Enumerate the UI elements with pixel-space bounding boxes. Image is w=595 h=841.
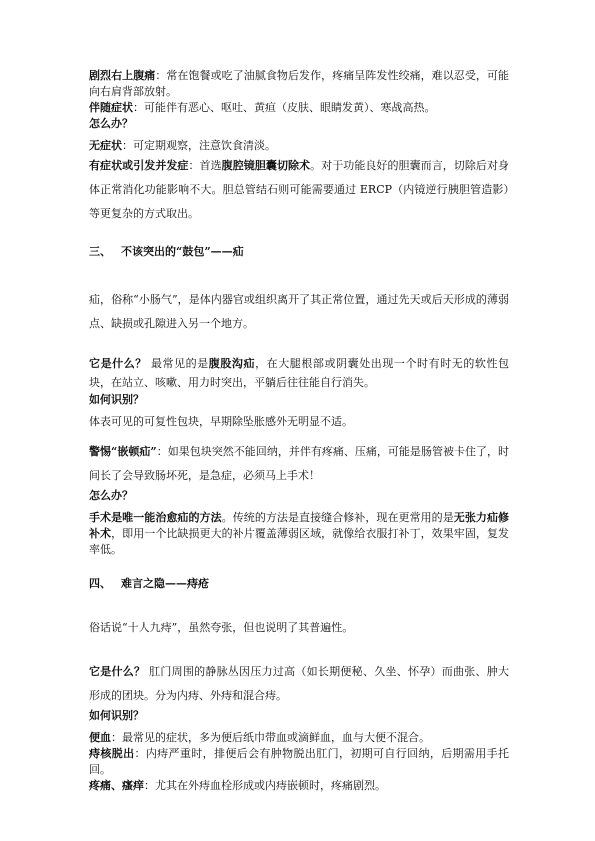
label-bleeding: 便血 [89, 731, 111, 744]
paragraph-hernia-intro: 疝，俗称“小肠气”，是体内器官或组织离开了其正常位置，通过先天或后天形成的薄弱点、缺损或孔隙进入另一个地方。 [89, 293, 509, 330]
paragraph-hemorrhoid-what [89, 660, 509, 708]
label-pain-itch: 疼痛、瘙痒 [89, 779, 144, 792]
text-with-symptoms-2: 。对于功能良好的胆囊而言，切除后对身体正常消化功能影响不大。胆总管结石则可能需要通过 ERCP（内镜逆行胰胆管造影）等更复杂的方式取出。 [89, 159, 510, 220]
section-number-3: 三、 [89, 245, 111, 258]
heading-how-identify-2: 如何识别？ [89, 709, 144, 722]
paragraph-with-symptoms [89, 154, 509, 226]
text-hemorrhoid-what: 肛门周围的静脉丛因压力过高（如长期便秘、久坐、怀孕）而曲张、肿大形成的团块。分为内痔、外痔和混合痔。 [89, 665, 510, 702]
paragraph-hernia-what [89, 354, 509, 392]
label-hemorrhoid-what: 它是什么？ [89, 665, 146, 678]
paragraph-associated-symptoms [89, 100, 509, 116]
heading-how-identify-1: 如何识别？ [89, 393, 144, 406]
paragraph-gallstone-pain [89, 68, 509, 100]
paragraph-hernia-identify: 体表可见的可复性包块，早期除坠胀感外无明显不适。 [89, 415, 353, 428]
bold-inguinal-hernia: 腹股沟疝 [208, 357, 256, 370]
document-body [89, 68, 509, 794]
paragraph-bleeding [89, 730, 509, 746]
label-with-symptoms: 有症状或引发并发症 [89, 159, 189, 172]
paragraph-incarcerated-hernia [89, 440, 509, 488]
label-no-symptoms: 无症状 [89, 139, 122, 152]
text-hernia-what-1: 最常见的是 [150, 357, 209, 370]
label-hernia-what: 它是什么？ [89, 357, 147, 370]
heading-what-to-do-2: 怎么办？ [89, 489, 133, 502]
text-pain-itch: ：尤其在外痔血栓形成或内痔嵌顿时，疼痛剧烈。 [144, 779, 386, 792]
section-heading-hernia [89, 244, 509, 260]
text-incarcerated-hernia: ：如果包块突然不能回纳，并伴有疼痛、压痛，可能是肠管被卡住了，时间长了会导致肠坏死，是急症，必须马上手术！ [89, 445, 510, 482]
text-with-symptoms-1: ：首选 [188, 159, 222, 172]
label-associated-symptoms: 伴随症状 [89, 101, 133, 114]
text-no-symptoms: ：可定期观察，注意饮食清淡。 [122, 139, 276, 152]
text-bleeding: ：最常见的症状，多为便后纸巾带血或滴鲜血，血与大便不混合。 [111, 731, 430, 744]
text-hernia-what-2: ，在大腿根部或阴囊处出现一个时有时无的软性包块，在站立、咳嗽、用力时突出，平躺后往往能自行消失。 [89, 357, 510, 389]
paragraph-prolapse [89, 746, 509, 778]
section-title-hernia: 不该突出的“鼓包”——疝 [121, 245, 244, 258]
text-surgery-2: ，即用一个比缺损更大的补片覆盖薄弱区域，就像给衣服打补丁，效果牢固，复发率低。 [89, 527, 509, 556]
text-severe-pain: ：常在饱餐或吃了油腻食物后发作，疼痛呈阵发性绞痛，难以忍受，可能向右肩背部放射。 [89, 69, 510, 98]
paragraph-no-symptoms [89, 138, 509, 154]
text-prolapse: ：内痔严重时，排便后会有肿物脱出肛门，初期可自行回纳，后期需用手托回。 [89, 747, 510, 776]
section-number-4: 四、 [89, 577, 111, 590]
label-incarcerated-hernia: 警惕“嵌顿疝” [89, 445, 157, 458]
paragraph-hemorrhoid-intro: 俗话说“十人九痔”，虽然夸张，但也说明了其普遍性。 [89, 621, 354, 634]
label-severe-pain: 剧烈右上腹痛 [89, 69, 156, 82]
bold-cholecystectomy: 腹腔镜胆囊切除术 [221, 159, 311, 172]
bold-tension-free-repair: 无张力疝修补术 [89, 511, 510, 540]
paragraph-hernia-surgery [89, 510, 509, 558]
text-associated-symptoms: ：可能伴有恶心、呕吐、黄疸（皮肤、眼睛发黄）、寒战高热。 [133, 101, 436, 114]
text-surgery-1: 。传统的方法是直接缝合修补，现在更常用的是 [221, 511, 454, 524]
heading-what-to-do-1: 怎么办？ [89, 117, 133, 130]
label-prolapse: 痔核脱出 [89, 747, 135, 760]
section-heading-hemorrhoids [89, 576, 509, 592]
section-title-hemorrhoids: 难言之隐——痔疮 [121, 577, 209, 590]
bold-surgery-only-cure: 手术是唯一能治愈疝的方法 [89, 511, 222, 524]
paragraph-pain-itch [89, 778, 509, 794]
